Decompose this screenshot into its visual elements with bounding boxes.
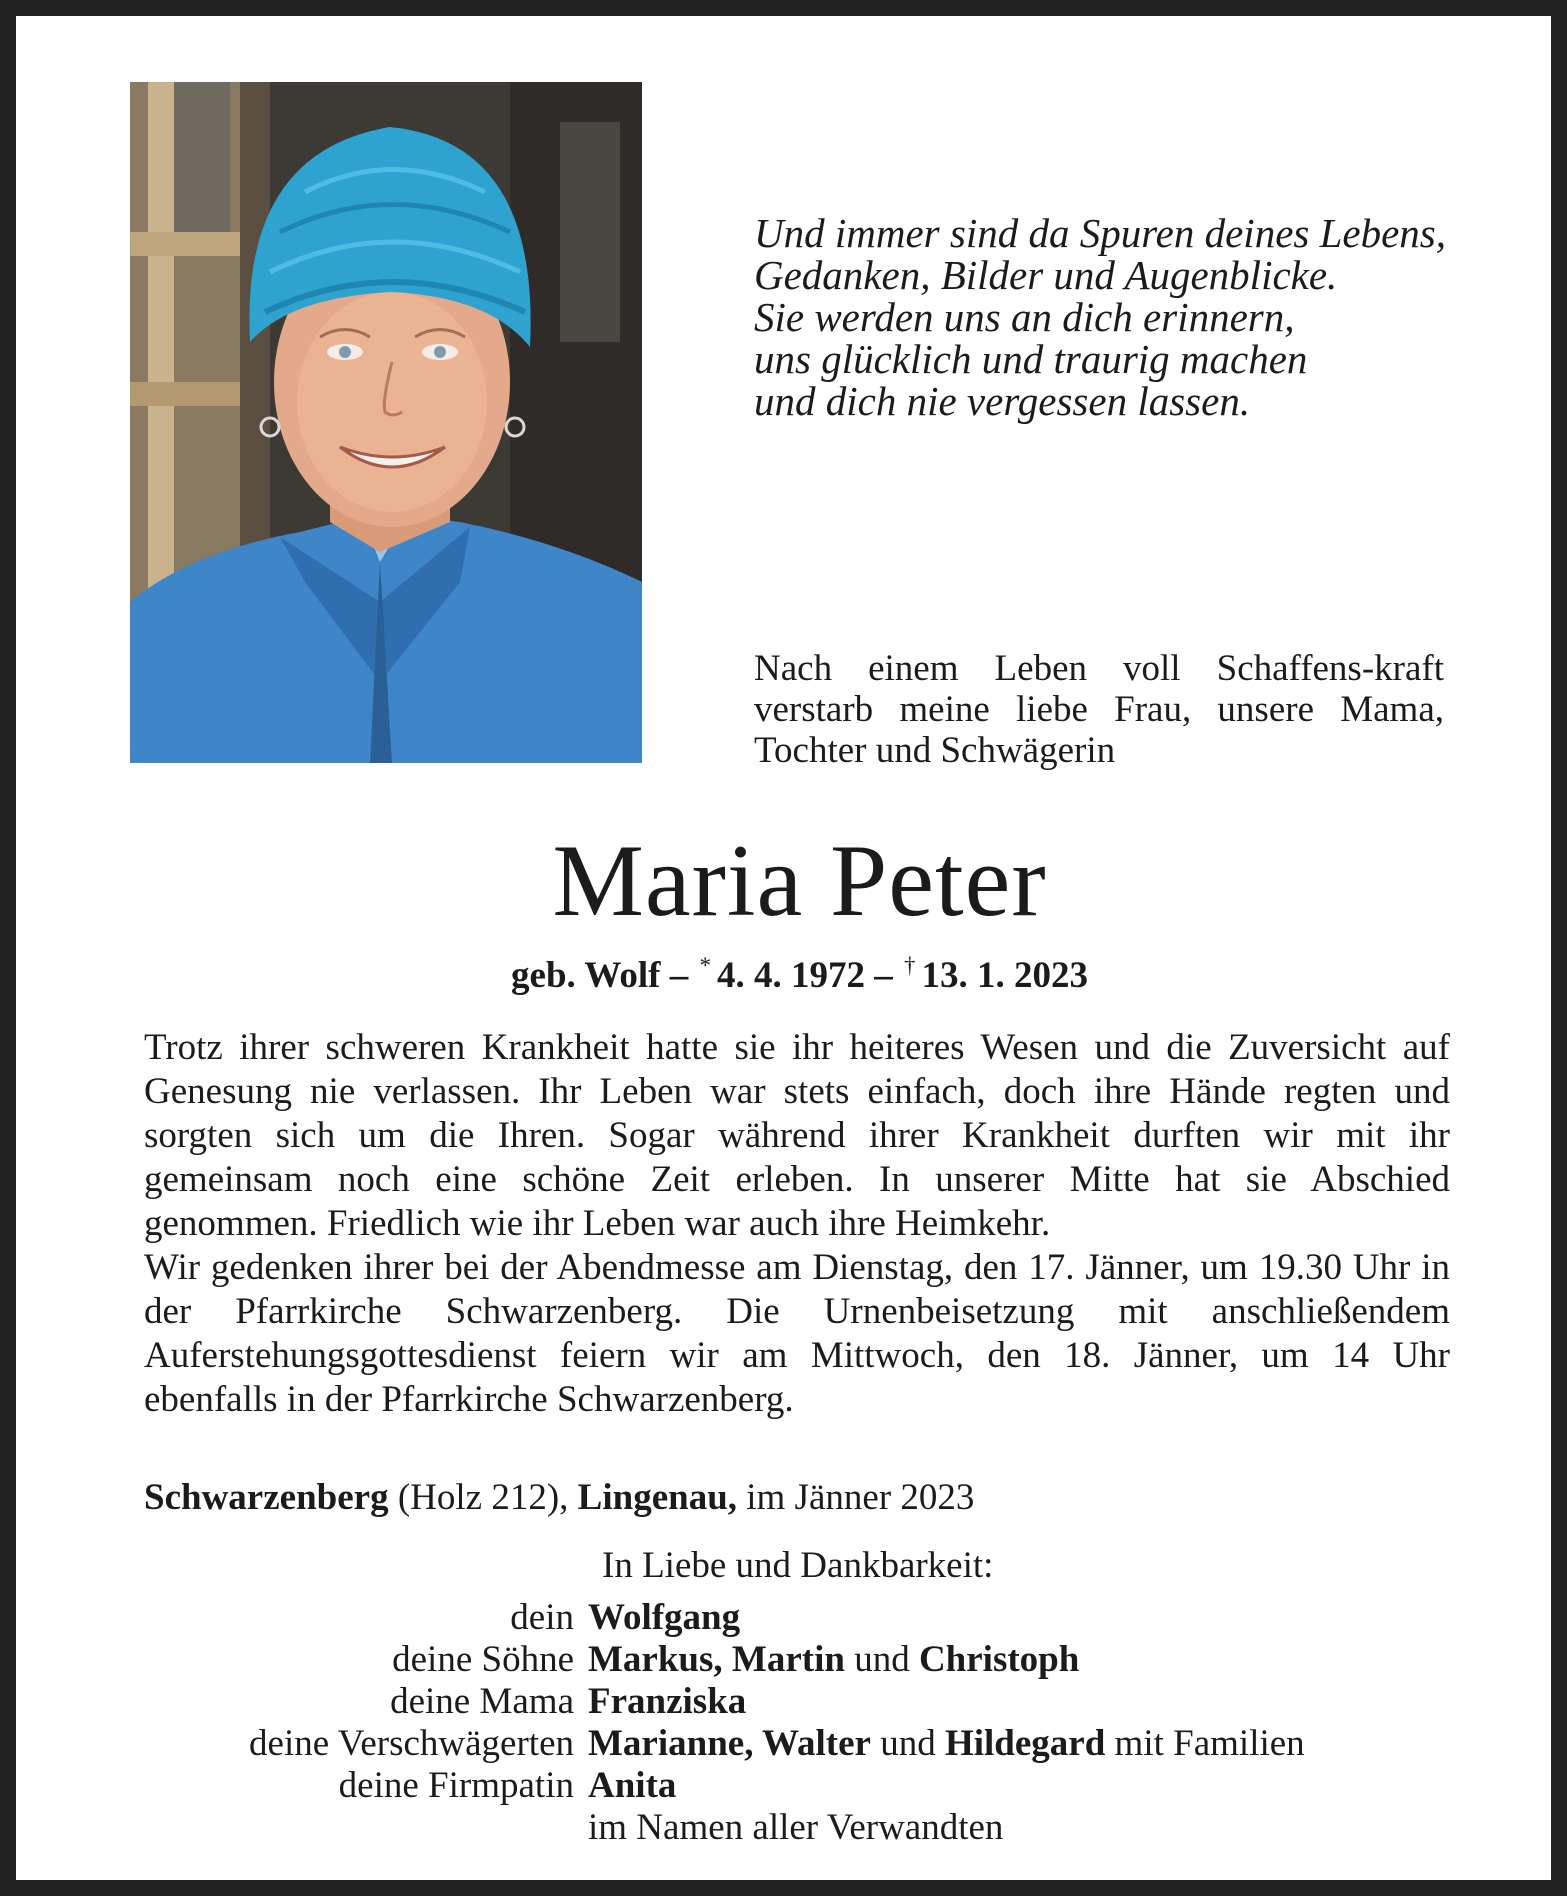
family-list: [144, 1597, 1464, 1849]
family-row: [144, 1681, 1464, 1723]
family-relation: deine Verschwägerten: [249, 1723, 574, 1764]
family-members: [588, 1681, 1464, 1723]
family-name: Hildegard: [944, 1723, 1106, 1764]
family-members: [588, 1765, 1464, 1807]
intro-text: Nach einem Leben voll Schaffens-kraft verstarb meine liebe Frau, unsere Mama, Tochter und Schwägerin: [754, 648, 1444, 771]
family-name: Wolfgang: [588, 1597, 741, 1638]
family-suffix: mit Familien: [1114, 1723, 1305, 1764]
family-row: [144, 1597, 1464, 1639]
born-date: 4. 4. 1972: [716, 955, 865, 996]
place-town: Lingenau,: [577, 1477, 738, 1518]
family-name: Anita: [588, 1765, 677, 1806]
birth-name: geb. Wolf: [511, 955, 661, 996]
died-date: 13. 1. 2023: [921, 955, 1088, 996]
thanks-line: In Liebe und Dankbarkeit:: [602, 1545, 994, 1586]
portrait-photo: [130, 82, 642, 763]
family-relation: dein: [510, 1597, 574, 1638]
family-relation: [144, 1807, 588, 1849]
family-row: [144, 1807, 1464, 1849]
poem-line: uns glücklich und traurig machen: [754, 336, 1308, 382]
family-row: [144, 1723, 1464, 1765]
body-paragraph: Wir gedenken ihrer bei der Abendmesse am Dienstag, den 17. Jänner, um 19.30 Uhr in der Pfarrkirche Schwarzenberg. Die Urnenbeisetzung mit anschließendem Auferstehungsgottesdienst feiern wir am Mittwoch, den 18. Jänner, um 14 Uhr ebenfalls in der Pfarrkirche Schwarzenberg.: [144, 1247, 1450, 1420]
deceased-name: Maria Peter: [552, 824, 1047, 938]
family-relation: deine Mama: [390, 1681, 574, 1722]
family-name: Markus, Martin: [588, 1639, 845, 1680]
place-town: Schwarzenberg: [144, 1477, 389, 1518]
family-name: Franziska: [588, 1681, 747, 1722]
poem-line: Sie werden uns an dich erinnern,: [754, 294, 1295, 340]
family-relation: deine Firmpatin: [338, 1765, 574, 1806]
family-members: [588, 1639, 1464, 1681]
poem-line: und dich nie vergessen lassen.: [754, 378, 1251, 424]
family-joiner: und: [854, 1639, 910, 1680]
family-closing: im Namen aller Verwandten: [588, 1807, 1004, 1848]
family-members: [588, 1723, 1464, 1765]
family-relation: deine Söhne: [392, 1639, 574, 1680]
place-address: (Holz 212),: [397, 1477, 569, 1518]
portrait-illustration: [130, 82, 642, 763]
poem: [754, 212, 1514, 422]
family-row: [144, 1639, 1464, 1681]
died-symbol: †: [903, 953, 916, 978]
obituary-body: [144, 1026, 1450, 1422]
poem-line: Gedanken, Bilder und Augenblicke.: [754, 252, 1338, 298]
born-symbol: *: [699, 953, 711, 978]
family-name: Marianne, Walter: [588, 1723, 871, 1764]
family-row: [144, 1765, 1464, 1807]
family-joiner: und: [880, 1723, 936, 1764]
poem-line: Und immer sind da Spuren deines Lebens,: [754, 210, 1446, 256]
birth-death-line: geb. Wolf – * 4. 4. 1972 – † 13. 1. 2023: [511, 953, 1088, 996]
place-date: im Jänner 2023: [746, 1477, 975, 1518]
body-paragraph: Trotz ihrer schweren Krankheit hatte sie ihr heiteres Wesen und die Zuversicht auf Genesung nie verlassen. Ihr Leben war stets einfach, doch ihre Hände regten und sorgten sich um die Ihren. Sogar während ihrer Krankheit durften wir mit ihr gemeinsam noch eine schöne Zeit erleben. In unserer Mitte hat sie Abschied genommen. Friedlich wie ihr Leben war auch ihre Heimkehr.: [144, 1027, 1450, 1244]
place-date-line: [144, 1476, 974, 1520]
family-members: [588, 1597, 1464, 1639]
family-name: Christoph: [918, 1639, 1080, 1680]
